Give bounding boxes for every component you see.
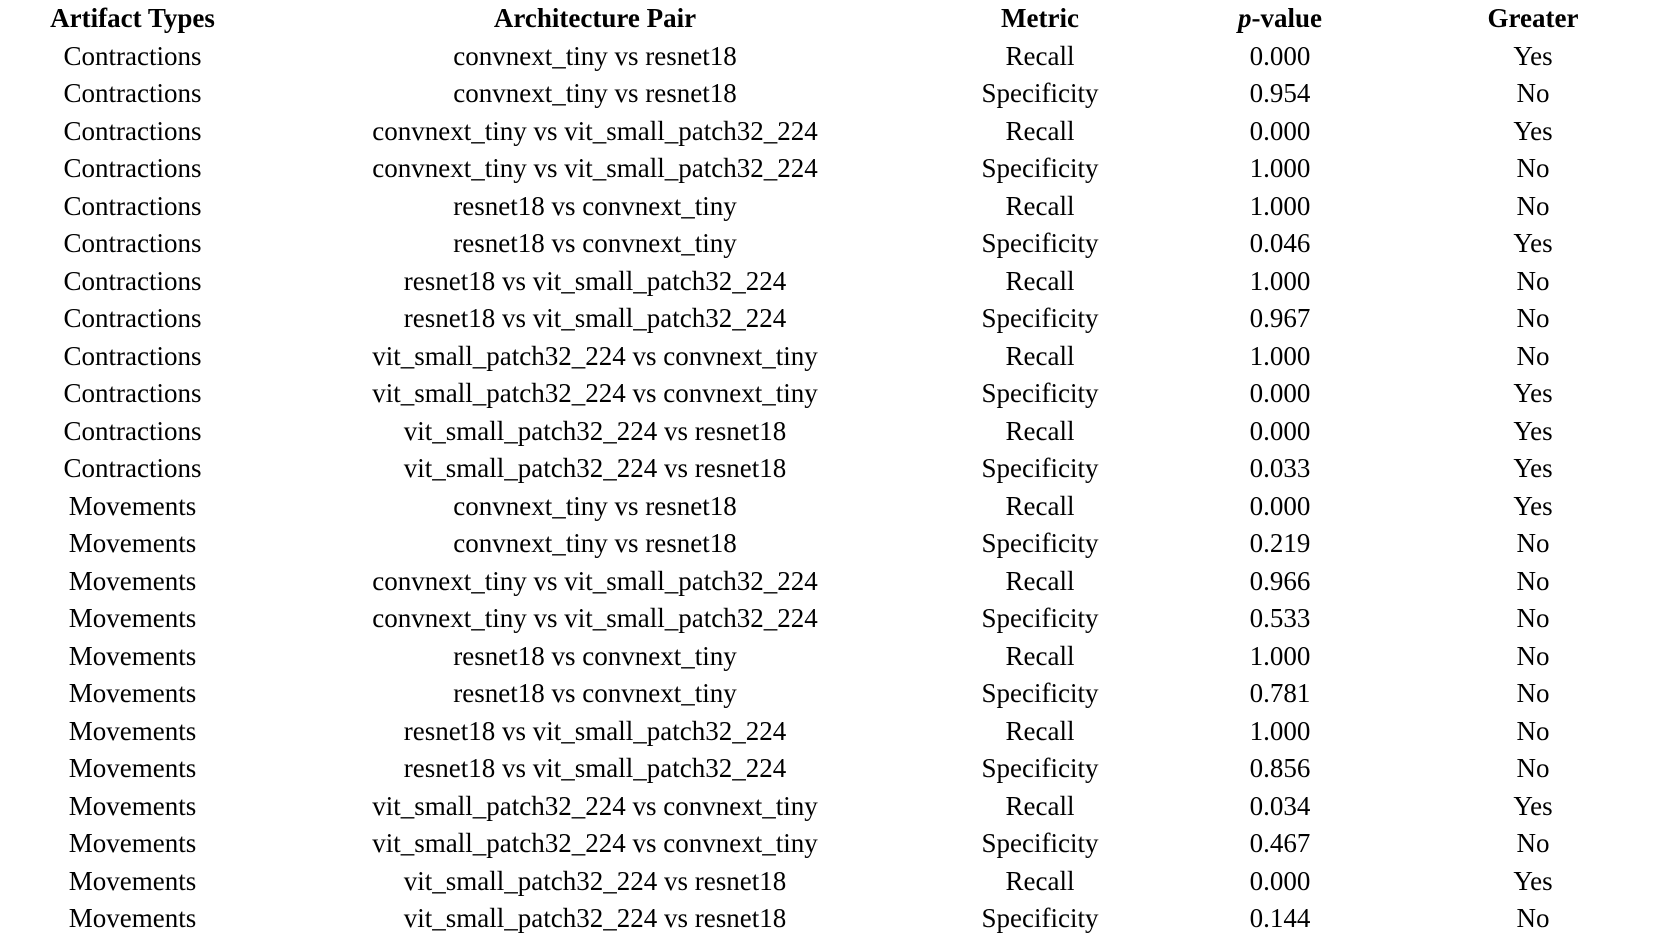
cell-p-value: 0.219 — [1249, 528, 1311, 558]
table-row — [0, 863, 1661, 901]
cell-p-value: 0.967 — [1249, 303, 1311, 333]
cell-greater: Yes — [1513, 378, 1553, 408]
cell-metric: Recall — [1005, 340, 1075, 371]
cell-artifact-type: Contractions — [63, 228, 202, 258]
cell-architecture-pair: vit_small_patch32_224 vs resnet18 — [403, 903, 787, 933]
cell-greater: Yes — [1513, 453, 1553, 483]
cell-architecture-pair: convnext_tiny vs vit_small_patch32_224 — [372, 565, 818, 596]
cell-metric: Recall — [1005, 715, 1075, 746]
table-row — [0, 263, 1661, 301]
cell-metric: Specificity — [981, 228, 1099, 258]
cell-metric: Specificity — [981, 78, 1099, 108]
cell-metric: Specificity — [981, 303, 1099, 333]
cell-architecture-pair: resnet18 vs convnext_tiny — [453, 228, 737, 258]
cell-greater: No — [1516, 678, 1550, 708]
cell-metric: Recall — [1005, 265, 1075, 296]
cell-p-value: 0.033 — [1249, 453, 1311, 483]
cell-metric: Recall — [1005, 565, 1075, 596]
table-body — [0, 38, 1661, 938]
cell-greater: No — [1516, 190, 1550, 221]
cell-architecture-pair: convnext_tiny vs resnet18 — [453, 78, 737, 108]
cell-artifact-type: Movements — [68, 565, 197, 596]
cell-artifact-type: Movements — [68, 528, 197, 558]
cell-artifact-type: Contractions — [63, 340, 202, 371]
cell-greater: Yes — [1513, 415, 1553, 446]
table-row — [0, 525, 1661, 563]
cell-artifact-type: Movements — [68, 903, 197, 933]
cell-architecture-pair: resnet18 vs vit_small_patch32_224 — [403, 753, 787, 783]
cell-p-value: 0.966 — [1249, 565, 1311, 596]
table-row — [0, 750, 1661, 788]
cell-artifact-type: Movements — [68, 753, 197, 783]
cell-architecture-pair: vit_small_patch32_224 vs convnext_tiny — [372, 790, 818, 821]
cell-metric: Specificity — [981, 378, 1099, 408]
cell-architecture-pair: convnext_tiny vs resnet18 — [453, 40, 737, 71]
cell-metric: Recall — [1005, 640, 1075, 671]
cell-greater: Yes — [1513, 790, 1553, 821]
cell-artifact-type: Contractions — [63, 40, 202, 71]
cell-p-value: 0.467 — [1249, 828, 1311, 858]
cell-metric: Specificity — [981, 528, 1099, 558]
cell-artifact-type: Movements — [68, 828, 197, 858]
cell-artifact-type: Contractions — [63, 78, 202, 108]
table-row — [0, 338, 1661, 376]
table-row — [0, 638, 1661, 676]
cell-architecture-pair: vit_small_patch32_224 vs convnext_tiny — [372, 828, 818, 858]
cell-greater: No — [1516, 903, 1550, 933]
table-row — [0, 713, 1661, 751]
table-row — [0, 825, 1661, 863]
cell-metric: Specificity — [981, 453, 1099, 483]
cell-artifact-type: Movements — [68, 490, 197, 521]
cell-p-value: 0.000 — [1249, 490, 1311, 521]
cell-artifact-type: Movements — [68, 603, 197, 633]
cell-p-value: 0.000 — [1249, 115, 1311, 146]
cell-artifact-type: Contractions — [63, 265, 202, 296]
cell-artifact-type: Movements — [68, 790, 197, 821]
cell-metric: Specificity — [981, 903, 1099, 933]
cell-greater: No — [1516, 153, 1550, 183]
cell-metric: Recall — [1005, 40, 1075, 71]
cell-architecture-pair: convnext_tiny vs resnet18 — [453, 528, 737, 558]
cell-architecture-pair: resnet18 vs vit_small_patch32_224 — [403, 303, 787, 333]
table-header — [0, 0, 1661, 38]
cell-greater: No — [1516, 303, 1550, 333]
cell-greater: Yes — [1513, 40, 1553, 71]
cell-greater: No — [1516, 828, 1550, 858]
table-row — [0, 38, 1661, 76]
header-architecture-pair: Architecture Pair — [493, 3, 697, 33]
table-row — [0, 488, 1661, 526]
cell-greater: No — [1516, 715, 1550, 746]
cell-greater: Yes — [1513, 865, 1553, 896]
cell-p-value: 1.000 — [1249, 153, 1311, 183]
cell-p-value: 1.000 — [1249, 340, 1311, 371]
cell-metric: Specificity — [981, 828, 1099, 858]
table-row — [0, 375, 1661, 413]
cell-metric: Recall — [1005, 190, 1075, 221]
table-row — [0, 75, 1661, 113]
cell-p-value: 1.000 — [1249, 190, 1311, 221]
cell-artifact-type: Movements — [68, 678, 197, 708]
cell-p-value: 0.533 — [1249, 603, 1311, 633]
cell-metric: Specificity — [981, 153, 1099, 183]
table-row — [0, 600, 1661, 638]
cell-architecture-pair: convnext_tiny vs vit_small_patch32_224 — [372, 115, 818, 146]
cell-artifact-type: Movements — [68, 640, 197, 671]
cell-greater: No — [1516, 565, 1550, 596]
header-greater: Greater — [1487, 3, 1579, 33]
cell-architecture-pair: convnext_tiny vs vit_small_patch32_224 — [372, 603, 818, 633]
cell-greater: No — [1516, 265, 1550, 296]
cell-p-value: 0.954 — [1249, 78, 1311, 108]
cell-architecture-pair: vit_small_patch32_224 vs resnet18 — [403, 453, 787, 483]
cell-greater: No — [1516, 528, 1550, 558]
header-p-value-rest: -value — [1251, 3, 1322, 33]
header-p-value — [1155, 0, 1405, 38]
cell-metric: Specificity — [981, 603, 1099, 633]
header-p-value-italic: p — [1238, 3, 1252, 33]
table-row — [0, 900, 1661, 938]
cell-artifact-type: Contractions — [63, 303, 202, 333]
table-row — [0, 113, 1661, 151]
cell-greater: Yes — [1513, 490, 1553, 521]
cell-architecture-pair: convnext_tiny vs resnet18 — [453, 490, 737, 521]
cell-artifact-type: Movements — [68, 865, 197, 896]
table-row — [0, 450, 1661, 488]
cell-architecture-pair: vit_small_patch32_224 vs resnet18 — [403, 865, 787, 896]
table-row — [0, 225, 1661, 263]
cell-greater: No — [1516, 640, 1550, 671]
cell-artifact-type: Contractions — [63, 453, 202, 483]
cell-p-value: 0.856 — [1249, 753, 1311, 783]
cell-p-value: 0.034 — [1249, 790, 1311, 821]
cell-architecture-pair: convnext_tiny vs vit_small_patch32_224 — [372, 153, 818, 183]
cell-architecture-pair: resnet18 vs convnext_tiny — [453, 678, 737, 708]
cell-metric: Recall — [1005, 865, 1075, 896]
cell-architecture-pair: vit_small_patch32_224 vs convnext_tiny — [372, 340, 818, 371]
table-row — [0, 788, 1661, 826]
cell-metric: Specificity — [981, 678, 1099, 708]
table-row — [0, 413, 1661, 451]
cell-p-value: 1.000 — [1249, 640, 1311, 671]
cell-greater: Yes — [1513, 228, 1553, 258]
cell-greater: Yes — [1513, 115, 1553, 146]
cell-artifact-type: Contractions — [63, 190, 202, 221]
cell-greater: No — [1516, 753, 1550, 783]
table-row — [0, 300, 1661, 338]
cell-p-value: 1.000 — [1249, 715, 1311, 746]
cell-metric: Recall — [1005, 490, 1075, 521]
cell-artifact-type: Contractions — [63, 415, 202, 446]
cell-p-value: 0.046 — [1249, 228, 1311, 258]
cell-architecture-pair: resnet18 vs convnext_tiny — [453, 190, 737, 221]
cell-greater: No — [1516, 340, 1550, 371]
header-artifact-types: Artifact Types — [50, 3, 215, 33]
cell-p-value: 0.000 — [1249, 378, 1311, 408]
cell-metric: Recall — [1005, 115, 1075, 146]
header-row — [0, 0, 1661, 38]
cell-architecture-pair: vit_small_patch32_224 vs resnet18 — [403, 415, 787, 446]
cell-artifact-type: Movements — [68, 715, 197, 746]
cell-greater: No — [1516, 603, 1550, 633]
cell-metric: Specificity — [981, 753, 1099, 783]
table-row — [0, 188, 1661, 226]
table-row — [0, 675, 1661, 713]
cell-p-value: 1.000 — [1249, 265, 1311, 296]
cell-p-value: 0.000 — [1249, 865, 1311, 896]
cell-metric: Recall — [1005, 415, 1075, 446]
header-metric: Metric — [1001, 3, 1079, 33]
cell-p-value: 0.000 — [1249, 415, 1311, 446]
cell-p-value: 0.781 — [1249, 678, 1311, 708]
cell-architecture-pair: resnet18 vs vit_small_patch32_224 — [403, 715, 787, 746]
cell-artifact-type: Contractions — [63, 378, 202, 408]
cell-artifact-type: Contractions — [63, 153, 202, 183]
cell-metric: Recall — [1005, 790, 1075, 821]
cell-architecture-pair: resnet18 vs vit_small_patch32_224 — [403, 265, 787, 296]
cell-p-value: 0.000 — [1249, 40, 1311, 71]
table-row — [0, 150, 1661, 188]
table-row — [0, 563, 1661, 601]
cell-artifact-type: Contractions — [63, 115, 202, 146]
cell-architecture-pair: resnet18 vs convnext_tiny — [453, 640, 737, 671]
cell-architecture-pair: vit_small_patch32_224 vs convnext_tiny — [372, 378, 818, 408]
cell-greater: No — [1516, 78, 1550, 108]
cell-p-value: 0.144 — [1249, 903, 1311, 933]
